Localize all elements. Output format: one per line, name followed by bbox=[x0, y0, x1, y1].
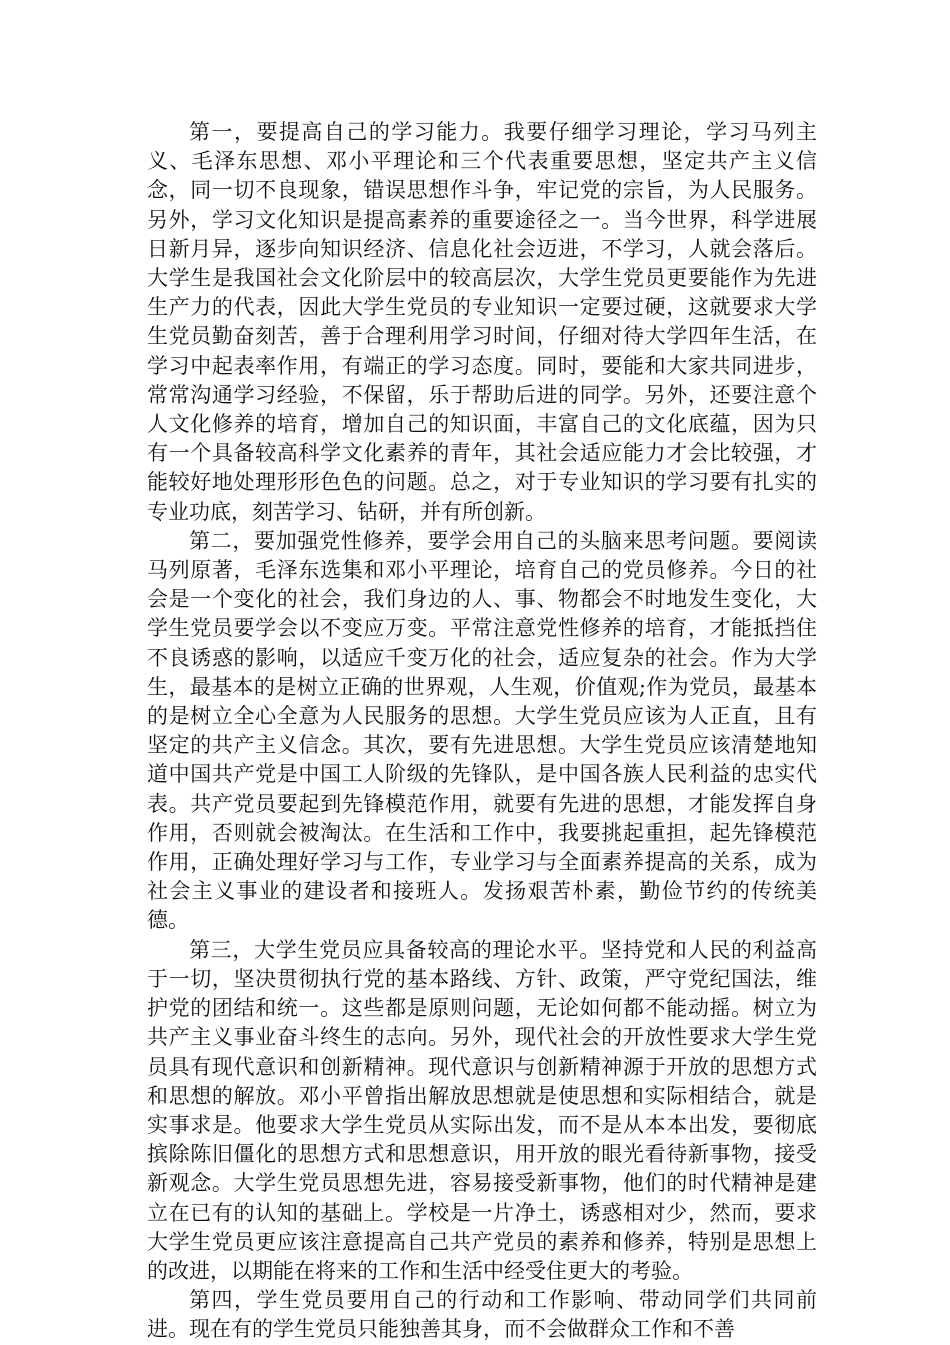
document-body bbox=[147, 118, 817, 1345]
paragraph-2: 第二，要加强党性修养，要学会用自己的头脑来思考问题。要阅读马列原著，毛泽东选集和邓小平理论，培育自己的党员修养。今日的社会是一个变化的社会，我们身边的人、事、物都会不时地发生变化，大学生党员要学会以不变应万变。平常注意党性修养的培育，才能抵挡住不良诱惑的影响，以适应千变万化的社会，适应复杂的社会。作为大学生，最基本的是树立正确的世界观，人生观，价值观;作为党员，最基本的是树立全心全意为人民服务的思想。大学生党员应该为人正直，且有坚定的共产主义信念。其次，要有先进思想。大学生党员应该清楚地知道中国共产党是中国工人阶级的先锋队，是中国各族人民利益的忠实代表。共产党员要起到先锋模范作用，就要有先进的思想，才能发挥自身作用，否则就会被淘汰。在生活和工作中，我要挑起重担，起先锋模范作用，正确处理好学习与工作，专业学习与全面素养提高的关系，成为社会主义事业的建设者和接班人。发扬艰苦朴素，勤俭节约的传统美德。 bbox=[147, 528, 817, 933]
paragraph-4: 第四，学生党员要用自己的行动和工作影响、带动同学们共同前进。现在有的学生党员只能独善其身，而不会做群众工作和不善 bbox=[147, 1288, 817, 1342]
paragraph-1: 第一，要提高自己的学习能力。我要仔细学习理论，学习马列主义、毛泽东思想、邓小平理论和三个代表重要思想，坚定共产主义信念，同一切不良现象，错误思想作斗争，牢记党的宗旨，为人民服务。另外，学习文化知识是提高素养的重要途径之一。当今世界，科学进展日新月异，逐步向知识经济、信息化社会迈进，不学习，人就会落后。大学生是我国社会文化阶层中的较高层次，大学生党员更要能作为先进生产力的代表，因此大学生党员的专业知识一定要过硬，这就要求大学生党员勤奋刻苦，善于合理利用学习时间，仔细对待大学四年生活，在学习中起表率作用，有端正的学习态度。同时，要能和大家共同进步，常常沟通学习经验，不保留，乐于帮助后进的同学。另外，还要注意个人文化修养的培育，增加自己的知识面，丰富自己的文化底蕴，因为只有一个具备较高科学文化素养的青年，其社会适应能力才会比较强，才能较好地处理形形色色的问题。总之，对于专业知识的学习要有扎实的专业功底，刻苦学习、钻研，并有所创新。 bbox=[147, 120, 817, 524]
paragraph-3: 第三，大学生党员应具备较高的理论水平。坚持党和人民的利益高于一切，坚决贯彻执行党的基本路线、方针、政策，严守党纪国法，维护党的团结和统一。这些都是原则问题，无论如何都不能动摇。树立为共产主义事业奋斗终生的志向。另外，现代社会的开放性要求大学生党员具有现代意识和创新精神。现代意识与创新精神源于开放的思想方式和思想的解放。邓小平曾指出解放思想就是使思想和实际相结合，就是实事求是。他要求大学生党员从实际出发，而不是从本本出发，要彻底摈除陈旧僵化的思想方式和思想意识，用开放的眼光看待新事物，接受新观念。大学生党员思想先进，容易接受新事物，他们的时代精神是建立在已有的认知的基础上。学校是一片净土，诱惑相对少，然而，要求大学生党员更应该注意提高自己共产党员的素养和修养，特别是思想上的改进，以期能在将来的工作和生活中经受住更大的考验。 bbox=[147, 937, 817, 1283]
